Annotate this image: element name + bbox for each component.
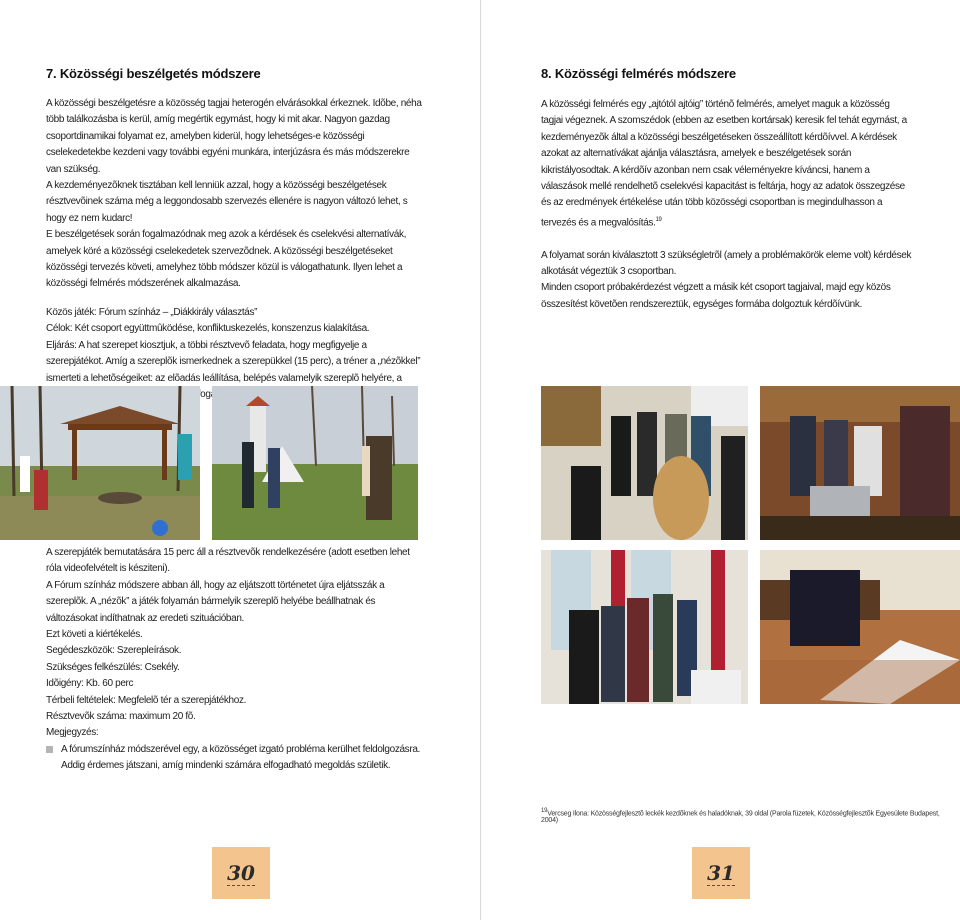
intro-paragraph: A kezdeményezõknek tisztában kell lenniük azzal, hogy a közösségi beszélgetések résztvevõinek száma még a leggondosabb szervezés ellenére is nagyon változó lehet, s hogy ez nem kudarc! bbox=[46, 180, 408, 224]
intro-text bbox=[46, 96, 424, 403]
survey-paragraph: A közösségi felmérés egy „ajtótól ajtóig” történõ felmérés, amelyet maguk a közösség tagjai végeznek. A szomszédok (ebben az esetben kortársak) keresik fel tehát egymást, a kezdeményezõk által a közösségi beszélgetéseken összeállított kérdõívvel. A kérdések azokat az alternatívákat ajánlja választásra, amelyek e beszélgetések során kikristályosodtak. A kérdõív azonban nem csak véleményekre kíváncsi, hanem a válaszások mellé rendelhetõ cselekvési kapacitást is feltárja, hogy az adatok összegzése és az eredmények értékelése után több közösségi csoportban is megindulhasson a tervezés és a megvalósítás.$^{19}$ bbox=[541, 99, 907, 229]
note-text: A fórumszínház módszerével egy, a közösséget izgató probléma kerülhet feldolgozásra. Addig érdemes játszani, amíg mindenki számára elfogadható megoldás születik. bbox=[61, 743, 420, 772]
page-number-right: 31 bbox=[692, 847, 750, 899]
game-procedure: Eljárás: A hat szerepet kiosztjuk, a többi résztvevõ feladata, hogy megfigyelje a szerepjátékot. Amíg a szereplõk ismerkednek a szerepükkel (15 perc), a tréner a „nézõkkel” ismerteti a lehetõségeiket: az elõadás leállítása, belépés valamelyik szereplõ helyére, a bbox=[46, 339, 421, 384]
game-title: Közös játék: Fórum színház – „Diákkirály választás” bbox=[46, 306, 258, 318]
right-page bbox=[481, 0, 960, 920]
game-detail: Szükséges felkészülés: Csekély. bbox=[46, 661, 180, 673]
process-paragraph: A folyamat során kiválasztott 3 szükségletrõl (amely a problémakörök eleme volt) kérdések alkotását végeztük 3 csoportban. bbox=[541, 249, 912, 277]
survey-text bbox=[541, 97, 913, 313]
section-title-7: 7. Közösségi beszélgetés módszere bbox=[46, 66, 261, 81]
process-paragraph: Minden csoport próbakérdezést végzett a másik két csoport tagjaival, majd egy közös összesítést követõen rendszereztük, egységes formába dolgoztuk kérdõívünk. bbox=[541, 282, 891, 310]
footnote-number: 19 bbox=[541, 808, 548, 814]
page-number-left: 30 bbox=[212, 847, 270, 899]
game-detail: Résztvevõk száma: maximum 20 fõ. bbox=[46, 711, 196, 723]
game-goals: Célok: Két csoport együttmûködése, konfliktuskezelés, konszenzus kialakítása. bbox=[46, 323, 370, 335]
game-detail: Megjegyzés: bbox=[46, 727, 99, 739]
intro-paragraph: A közösségi beszélgetésre a közösség tagjai heterogén elvárásokkal érkeznek. Idõbe, néha több találkozásba is kerül, amíg megértik egymást, hogy ki mit akar. Nagyon gazdag csoportdinamikai folyamat ez, amelyben kiderül, hogy lehetséges-e közösségi cselekedetekbe kezdeni vagy további egyéni munkára, interjúzásra és más módszerekre van szükség. bbox=[46, 98, 422, 175]
footnote-ref: 19 bbox=[655, 216, 662, 223]
photo-campfire-park bbox=[0, 386, 200, 540]
note-bullet bbox=[46, 742, 424, 775]
game-detail: Ezt követi a kiértékelés. bbox=[46, 629, 143, 641]
intro-paragraph: E beszélgetések során fogalmazódnak meg azok a kérdések és cselekvési alternatívák, amelyek köré a közösségi cselekedetek szervezõdnek. A közösségi beszélgetéseket közösségi tervezés követi, amelyhez több módszer közül is válogathatunk. Ilyen lehet a közösségi felmérés módszerének alkalmazása. bbox=[46, 229, 407, 290]
footnote: $^{19}$Vercseg Ilona: Közösségfejlesztõ leckék kezdõknek és haladóknak, 39 oldal (Parola füzetek, Közösségfejlesztõk Egyesülete Budapest, 2004) bbox=[541, 808, 940, 825]
game-detail: Térbeli feltételek: Megfelelõ tér a szerepjátékhoz. bbox=[46, 694, 247, 706]
photo-poster-drawing bbox=[760, 550, 960, 704]
game-detail: A szerepjáték bemutatására 15 perc áll a résztvevõk rendelkezésére (adott esetben lehet róla videofelvételt is késziteni). bbox=[46, 547, 410, 575]
game-detail: Idõigény: Kb. 60 perc bbox=[46, 678, 134, 690]
game-detail: A Fórum színház módszere abban áll, hogy az eljátszott történetet újra eljátsszák a szereplõk. A „nézõk” a játék folyamán bármelyik szereplõ helyébe beállhatnak és változásokat indíthatnak az eredeti szituációban. bbox=[46, 579, 385, 624]
bullet-square-icon bbox=[46, 746, 53, 753]
photo-classroom-group bbox=[541, 386, 748, 540]
game-detail: Segédeszközök: Szerepleírások. bbox=[46, 645, 182, 657]
photo-park-tower bbox=[212, 386, 418, 540]
photo-standing-group bbox=[541, 550, 748, 704]
game-details bbox=[46, 545, 424, 775]
photo-laptop-group bbox=[760, 386, 960, 540]
section-title-8: 8. Közösségi felmérés módszere bbox=[541, 66, 736, 81]
